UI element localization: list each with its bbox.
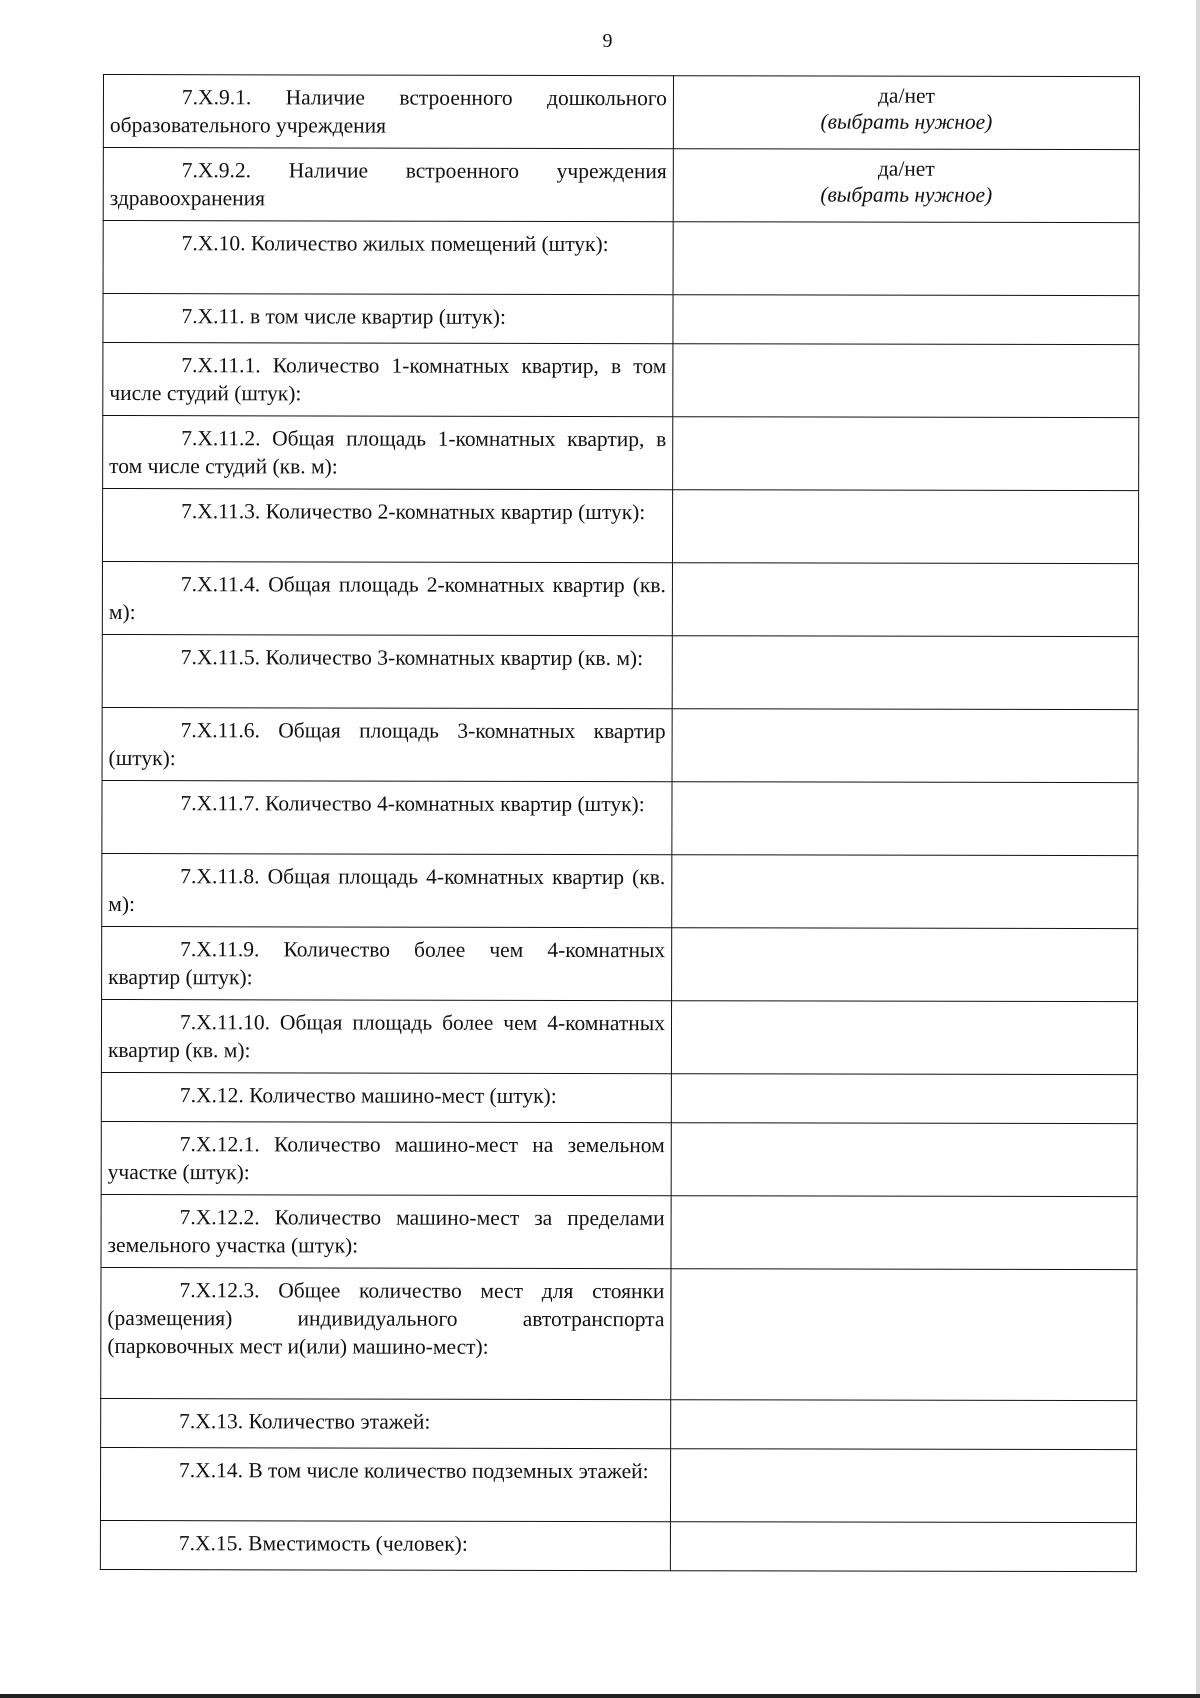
row-value-cell[interactable] — [671, 1196, 1137, 1270]
row-label: 7.Х.11.1. Количество 1-комнатных квартир, в том числе студий (штук): — [109, 353, 667, 406]
row-value-cell[interactable] — [672, 490, 1138, 564]
choose-hint: (выбрать нужное) — [820, 182, 993, 207]
row-value[interactable] — [680, 228, 1133, 229]
row-label-cell — [103, 416, 673, 490]
page-number: 9 — [602, 30, 613, 52]
table-row — [100, 1447, 1136, 1522]
row-value[interactable] — [677, 1455, 1130, 1456]
row-label-cell — [102, 853, 672, 927]
row-value-cell[interactable] — [672, 782, 1138, 856]
row-label-cell — [103, 75, 673, 149]
table-row — [101, 1194, 1137, 1269]
row-label: 7.Х.12.1. Количество машино-мест на земельном участке (штук): — [107, 1132, 665, 1185]
table-row — [103, 416, 1139, 491]
row-value-cell[interactable] — [673, 149, 1139, 223]
table-row — [103, 221, 1139, 296]
row-value[interactable] — [679, 715, 1132, 716]
row-value[interactable] — [678, 1129, 1131, 1130]
row-value[interactable] — [679, 569, 1132, 570]
table-row — [101, 1267, 1137, 1400]
choose-hint: (выбрать нужное) — [820, 109, 993, 134]
row-value[interactable] — [680, 301, 1133, 302]
row-label-cell — [102, 707, 672, 781]
row-value-cell[interactable] — [672, 636, 1138, 710]
row-value-cell[interactable] — [671, 1400, 1137, 1450]
row-label: 7.Х.11.7. Количество 4-комнатных квартир (штук): — [180, 791, 645, 817]
row-label-cell — [102, 926, 672, 1000]
row-label-cell — [102, 489, 672, 563]
row-label: 7.Х.11.2. Общая площадь 1-комнатных квартир, в том числе студий (кв. м): — [109, 426, 667, 479]
row-value[interactable] — [678, 934, 1131, 935]
row-value[interactable] — [678, 1007, 1131, 1008]
row-label: 7.Х.11. в том числе квартир (штук): — [181, 304, 506, 329]
row-value-cell[interactable] — [672, 928, 1138, 1002]
row-value[interactable] — [677, 1406, 1130, 1407]
row-label: 7.Х.15. Вместимость (человек): — [178, 1531, 468, 1556]
row-label: 7.Х.12.2. Количество машино-мест за пределами земельного участка (штук): — [107, 1205, 665, 1258]
row-value-cell[interactable] — [673, 76, 1139, 150]
table-row — [101, 1121, 1137, 1196]
row-value[interactable] — [677, 1528, 1130, 1529]
row-label-cell — [103, 148, 673, 222]
row-label-cell — [101, 1267, 671, 1399]
scan-right-edge — [1196, 0, 1200, 1698]
row-value-cell[interactable] — [671, 1074, 1137, 1124]
row-value-cell[interactable] — [670, 1449, 1136, 1523]
table-row — [102, 707, 1138, 782]
row-label-cell — [101, 1398, 671, 1448]
row-label-cell — [103, 343, 673, 417]
row-value-cell[interactable] — [672, 855, 1138, 929]
row-value[interactable] — [679, 642, 1132, 643]
row-label: 7.Х.9.1. Наличие встроенного дошкольного образовательного учреждения — [109, 85, 667, 138]
row-label-cell — [101, 1072, 671, 1122]
row-label: 7.Х.11.10. Общая площадь более чем 4-комнатных квартир (кв. м): — [107, 1010, 666, 1063]
row-value-cell[interactable] — [673, 295, 1139, 345]
form-table — [100, 74, 1140, 1572]
table-row — [102, 926, 1138, 1001]
row-label-cell — [102, 780, 672, 854]
row-value-cell[interactable] — [672, 709, 1138, 783]
row-label-cell — [100, 1447, 670, 1521]
table-row — [102, 853, 1138, 928]
row-value[interactable] — [679, 423, 1132, 424]
row-value[interactable] — [677, 1275, 1130, 1276]
row-label: 7.Х.14. В том числе количество подземных этажей: — [179, 1458, 649, 1484]
table-row — [100, 1520, 1136, 1571]
row-value[interactable] — [678, 1202, 1131, 1203]
row-value[interactable] — [678, 861, 1131, 862]
table-row — [101, 999, 1137, 1074]
table-row — [102, 634, 1138, 709]
table-row — [102, 780, 1138, 855]
row-label: 7.Х.10. Количество жилых помещений (штук): — [181, 231, 609, 257]
row-value-cell[interactable] — [672, 563, 1138, 637]
row-label: 7.Х.11.5. Количество 3-комнатных квартир (кв. м): — [180, 645, 644, 671]
row-label: 7.Х.12. Количество машино-мест (штук): — [179, 1083, 557, 1108]
table-row — [101, 1072, 1137, 1123]
row-value[interactable] — [679, 496, 1132, 497]
row-value[interactable] — [679, 350, 1132, 351]
row-value-cell[interactable] — [670, 1522, 1136, 1572]
row-label: 7.Х.12.3. Общее количество мест для стоянки (размещения) индивидуального автотранспорта (парковочных мест и(или) машино-мест): — [107, 1278, 665, 1359]
row-label-cell — [103, 221, 673, 295]
row-label-cell — [100, 1520, 670, 1570]
row-value-cell[interactable] — [671, 1001, 1137, 1075]
table-row — [103, 75, 1139, 150]
row-value-cell[interactable] — [673, 344, 1139, 418]
row-label: 7.Х.11.6. Общая площадь 3-комнатных квартир (штук): — [108, 718, 666, 771]
row-label-cell — [101, 1194, 671, 1268]
table-row — [102, 489, 1138, 564]
row-value[interactable] — [678, 1080, 1131, 1081]
row-label-cell — [102, 634, 672, 708]
table-row — [103, 343, 1139, 418]
row-label: 7.Х.11.3. Количество 2-комнатных квартир (штук): — [181, 499, 646, 525]
table-row — [103, 148, 1139, 223]
scan-bottom-edge — [0, 1694, 1200, 1698]
row-value[interactable] — [679, 788, 1132, 789]
table-row — [102, 562, 1138, 637]
yes-no-option[interactable]: да/нет — [877, 156, 935, 181]
row-label-cell — [101, 999, 671, 1073]
row-label: 7.Х.11.4. Общая площадь 2-комнатных квартир (кв. м): — [108, 572, 666, 625]
row-value-cell[interactable] — [673, 222, 1139, 296]
row-value-cell[interactable] — [671, 1269, 1137, 1401]
row-label: 7.Х.11.8. Общая площадь 4-комнатных квартир (кв. м): — [108, 864, 666, 917]
row-label-cell — [101, 1121, 671, 1195]
row-label: 7.Х.9.2. Наличие встроенного учреждения здравоохранения — [109, 158, 667, 211]
yes-no-option[interactable]: да/нет — [877, 83, 935, 108]
row-value-cell[interactable] — [671, 1123, 1137, 1197]
row-value-cell[interactable] — [673, 417, 1139, 491]
row-label-cell — [102, 562, 672, 636]
table-row — [101, 1398, 1137, 1449]
table-row — [103, 294, 1139, 345]
row-label: 7.Х.11.9. Количество более чем 4-комнатных квартир (штук): — [108, 937, 666, 990]
row-label: 7.Х.13. Количество этажей: — [179, 1409, 431, 1434]
row-label-cell — [103, 294, 673, 344]
